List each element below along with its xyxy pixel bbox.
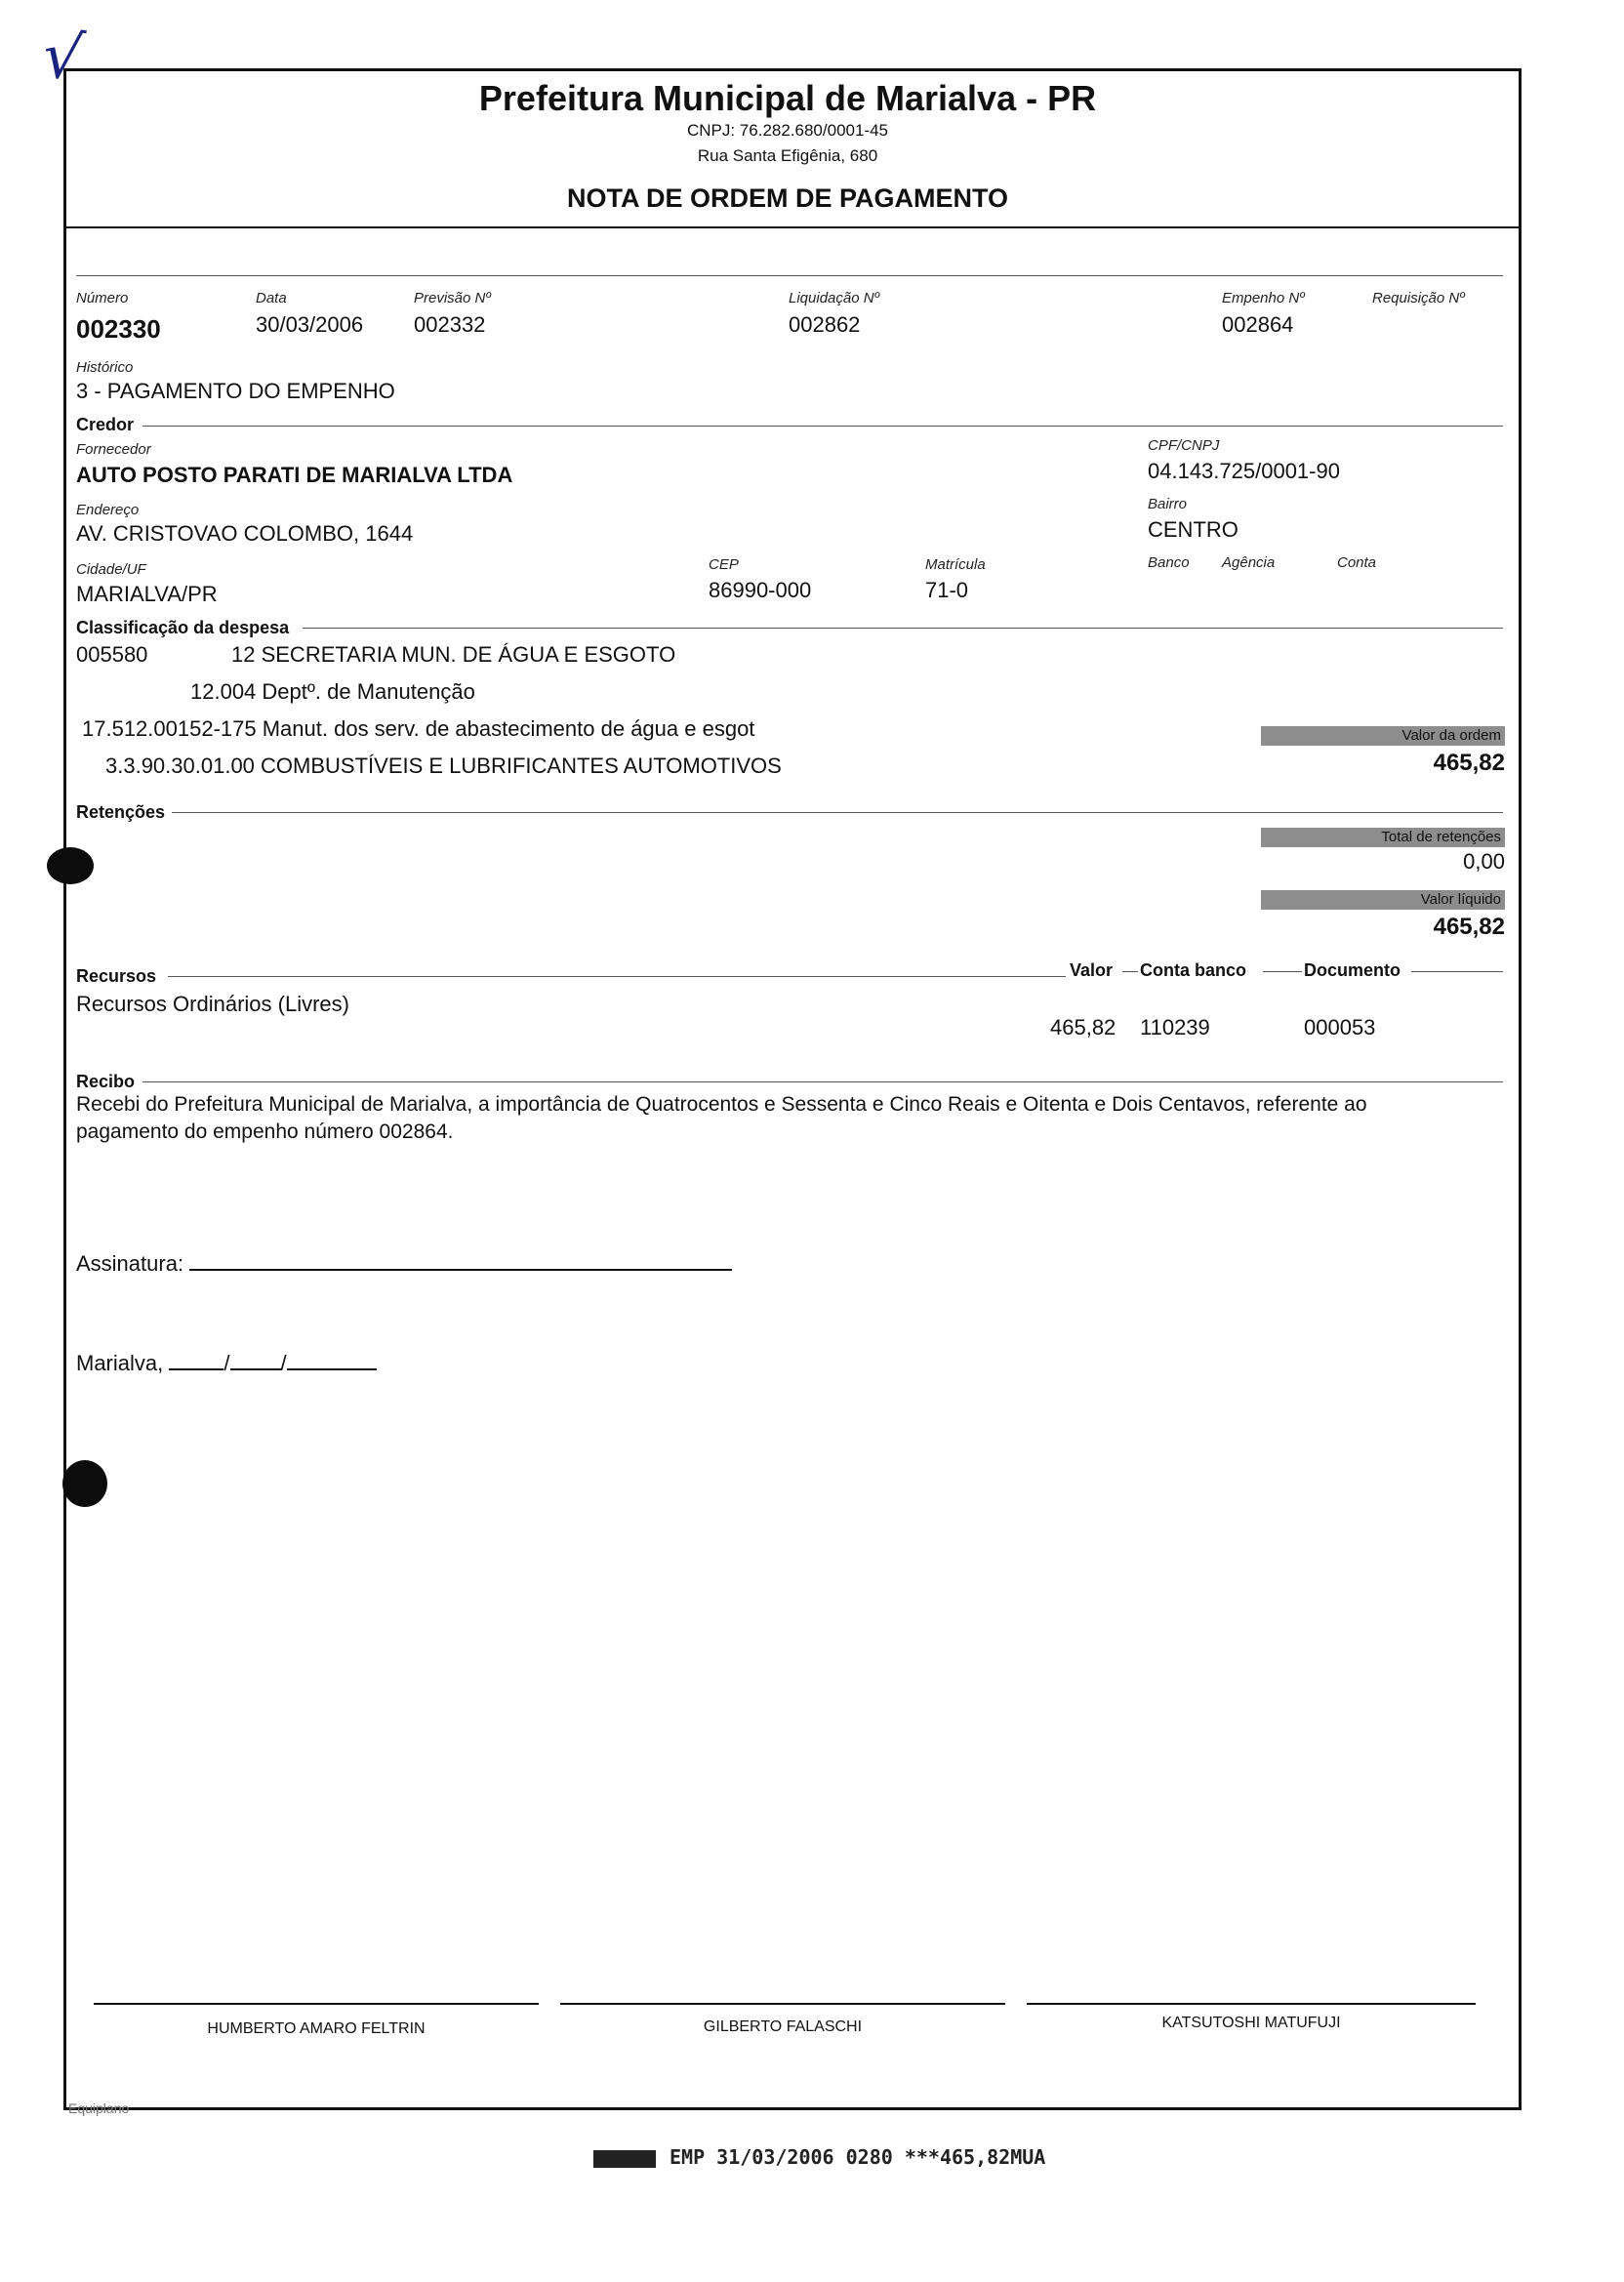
fornecedor-label: Fornecedor xyxy=(76,441,151,458)
signature-line-3 xyxy=(1027,2003,1476,2005)
numero-value: 002330 xyxy=(76,314,161,344)
agencia-label: Agência xyxy=(1222,554,1276,571)
cnpj-line: CNPJ: 76.282.680/0001-45 xyxy=(686,121,889,140)
address-line: Rua Santa Efigênia, 680 xyxy=(697,146,878,165)
retencoes-rule xyxy=(172,812,1503,813)
bank-stamp xyxy=(593,2145,1045,2169)
recursos-conta: 110239 xyxy=(1140,1015,1210,1039)
classificacao-org: 12 SECRETARIA MUN. DE ÁGUA E ESGOTO xyxy=(231,642,676,667)
equiplano-brand: Equiplano xyxy=(68,2100,130,2116)
cidade-label: Cidade/UF xyxy=(76,561,146,578)
valor-ordem-label: Valor da ordem xyxy=(1261,726,1505,746)
recursos-header-rule-2 xyxy=(1263,971,1302,972)
recursos-header-rule-3 xyxy=(1411,971,1503,972)
retencoes-section-label: Retenções xyxy=(76,802,166,822)
matricula-value: 71-0 xyxy=(925,578,969,602)
valor-liquido-label: Valor líquido xyxy=(1261,890,1505,910)
local-label: Marialva, xyxy=(76,1351,164,1375)
classificacao-program: 17.512.00152-175 Manut. dos serv. de abastecimento de água e esgot xyxy=(82,716,755,741)
day-line xyxy=(169,1349,223,1370)
recursos-documento-header: Documento xyxy=(1304,960,1401,980)
cep-label: CEP xyxy=(709,556,739,573)
liquidacao-label: Liquidação Nº xyxy=(789,290,880,306)
recursos-conta-header: Conta banco xyxy=(1140,960,1247,980)
recursos-section-label: Recursos xyxy=(76,966,157,986)
punch-hole-bottom xyxy=(62,1460,107,1507)
recursos-valor-header: Valor xyxy=(1070,960,1114,980)
liquidacao-value: 002862 xyxy=(789,312,861,337)
slash-1: / xyxy=(223,1351,230,1375)
classificacao-rule xyxy=(303,628,1503,629)
municipality-title: Prefeitura Municipal de Marialva - PR xyxy=(478,78,1097,118)
classificacao-section-label: Classificação da despesa xyxy=(76,618,290,637)
signature-line-2 xyxy=(560,2003,1005,2005)
endereco-label: Endereço xyxy=(76,502,140,518)
document-title: NOTA DE ORDEM DE PAGAMENTO xyxy=(566,183,1008,213)
order-top-rule xyxy=(76,275,1503,276)
local-data-field xyxy=(76,1349,377,1376)
previsao-value: 002332 xyxy=(414,312,486,337)
assinatura-field xyxy=(76,1249,732,1277)
recibo-text-line2: pagamento do empenho número 002864. xyxy=(76,1121,454,1143)
historico-value: 3 - PAGAMENTO DO EMPENHO xyxy=(76,379,395,403)
endereco-value: AV. CRISTOVAO COLOMBO, 1644 xyxy=(76,521,414,546)
historico-label: Histórico xyxy=(76,359,134,376)
recibo-rule xyxy=(142,1081,1503,1082)
signatory-3: KATSUTOSHI MATUFUJI xyxy=(1161,2015,1341,2031)
recursos-descricao: Recursos Ordinários (Livres) xyxy=(76,992,349,1016)
credor-section-label: Credor xyxy=(76,415,135,434)
numero-label: Número xyxy=(76,290,129,306)
slash-2: / xyxy=(280,1351,287,1375)
cpf-value: 04.143.725/0001-90 xyxy=(1148,459,1340,483)
recursos-documento: 000053 xyxy=(1304,1015,1376,1039)
signature-line-1 xyxy=(94,2003,539,2005)
check-mark: √ xyxy=(38,19,88,97)
data-label: Data xyxy=(256,290,287,306)
punch-hole-top xyxy=(47,847,94,884)
data-value: 30/03/2006 xyxy=(256,312,364,337)
empenho-value: 002864 xyxy=(1222,312,1294,337)
stamp-logo-icon xyxy=(593,2150,656,2168)
total-retencoes-value: 0,00 xyxy=(1463,849,1505,874)
valor-liquido-value: 465,82 xyxy=(1433,914,1505,940)
cidade-value: MARIALVA/PR xyxy=(76,582,218,606)
recibo-section-label: Recibo xyxy=(76,1072,136,1091)
recursos-valor: 465,82 xyxy=(1050,1015,1116,1039)
recursos-header-rule-1 xyxy=(1122,971,1138,972)
total-retencoes-label: Total de retenções xyxy=(1261,828,1505,847)
bairro-label: Bairro xyxy=(1148,496,1188,512)
empenho-label: Empenho Nº xyxy=(1222,290,1305,306)
form-frame xyxy=(63,68,1522,2110)
month-line xyxy=(230,1349,281,1370)
header-divider xyxy=(63,226,1522,228)
previsao-label: Previsão Nº xyxy=(414,290,491,306)
signatory-1: HUMBERTO AMARO FELTRIN xyxy=(207,2020,426,2037)
bairro-value: CENTRO xyxy=(1148,517,1238,542)
assinatura-line xyxy=(189,1249,732,1271)
assinatura-label: Assinatura: xyxy=(76,1251,184,1276)
credor-rule xyxy=(142,426,1503,427)
cpf-label: CPF/CNPJ xyxy=(1148,437,1220,454)
cep-value: 86990-000 xyxy=(709,578,812,602)
classificacao-unit: 12.004 Deptº. de Manutenção xyxy=(190,679,475,704)
fornecedor-value: AUTO POSTO PARATI DE MARIALVA LTDA xyxy=(76,463,513,487)
matricula-label: Matrícula xyxy=(925,556,986,573)
recibo-text-line1: Recebi do Prefeitura Municipal de Marialva, a importância de Quatrocentos e Sessenta e Cinco Reais e Oitenta e Dois Centavos, referente ao xyxy=(76,1093,1367,1116)
signatory-2: GILBERTO FALASCHI xyxy=(703,2018,863,2035)
classificacao-code: 005580 xyxy=(76,642,148,667)
conta-label: Conta xyxy=(1337,554,1377,571)
classificacao-element: 3.3.90.30.01.00 COMBUSTÍVEIS E LUBRIFICANTES AUTOMOTIVOS xyxy=(105,754,782,778)
year-line xyxy=(287,1349,377,1370)
valor-ordem-value: 465,82 xyxy=(1433,750,1505,776)
stamp-text: EMP 31/03/2006 0280 ***465,82MUA xyxy=(670,2145,1046,2169)
recursos-rule xyxy=(168,976,1066,977)
banco-label: Banco xyxy=(1148,554,1190,571)
requisicao-label: Requisição Nº xyxy=(1372,290,1465,306)
